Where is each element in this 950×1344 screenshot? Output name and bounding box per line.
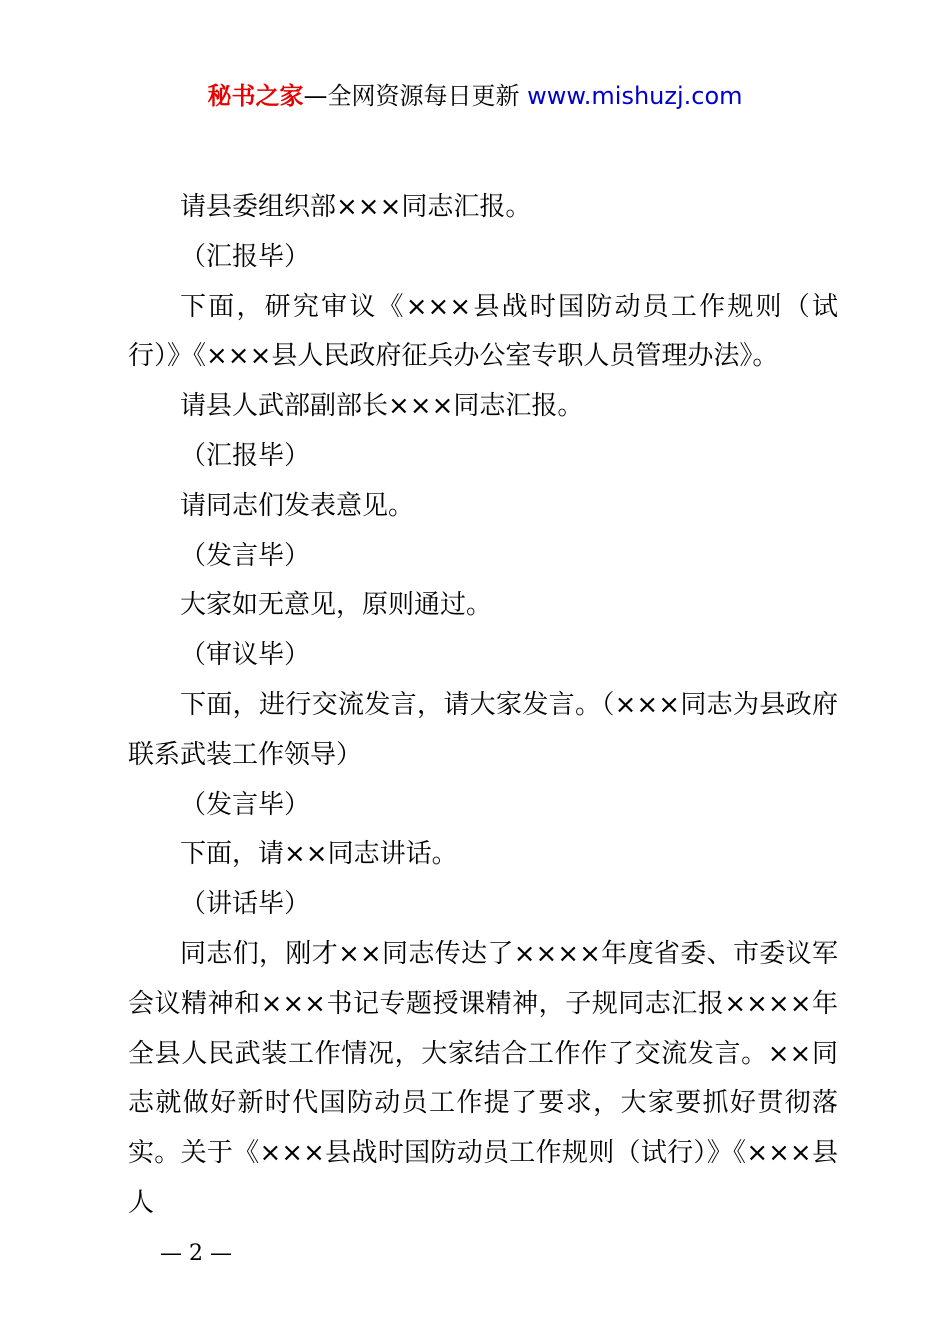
page-header [0,80,950,112]
paragraph: （发言毕） [180,789,311,820]
paragraph: 下面，请××同志讲话。 [180,839,458,870]
paragraph: 请县人武部副部长×××同志汇报。 [180,391,584,422]
website-link[interactable]: www.mishuzj.com [527,82,743,110]
paragraph: 请同志们发表意见。 [180,490,415,521]
document-body [128,183,838,1229]
paragraph: （汇报毕） [180,241,311,272]
paragraph: （发言毕） [180,540,311,571]
paragraph: 下面，进行交流发言，请大家发言。（×××同志为县政府联系武装工作领导） [128,689,838,770]
paragraph: 请县委组织部×××同志汇报。 [180,192,532,222]
paragraph: 大家如无意见，原则通过。 [180,590,493,621]
paragraph: （汇报毕） [180,440,311,471]
paragraph: （讲话毕） [180,889,311,920]
page-number: — 2 — [160,1241,232,1266]
header-tagline: —全网资源每日更新 [303,82,528,110]
paragraph: （审议毕） [180,640,311,671]
brand-name: 秘书之家 [207,82,304,110]
paragraph: 下面，研究审议《×××县战时国防动员工作规则（试行）》《×××县人民政府征兵办公室专职人员管理办法》。 [128,291,838,372]
paragraph: 同志们，刚才××同志传达了××××年度省委、市委议军会议精神和×××书记专题授课精神，子规同志汇报××××年全县人民武装工作情况，大家结合工作作了交流发言。××同志就做好新时代国防动员工作提了要求，大家要抓好贯彻落实。关于《×××县战时国防动员工作规则（试行）》《×××县人 [128,938,838,1218]
